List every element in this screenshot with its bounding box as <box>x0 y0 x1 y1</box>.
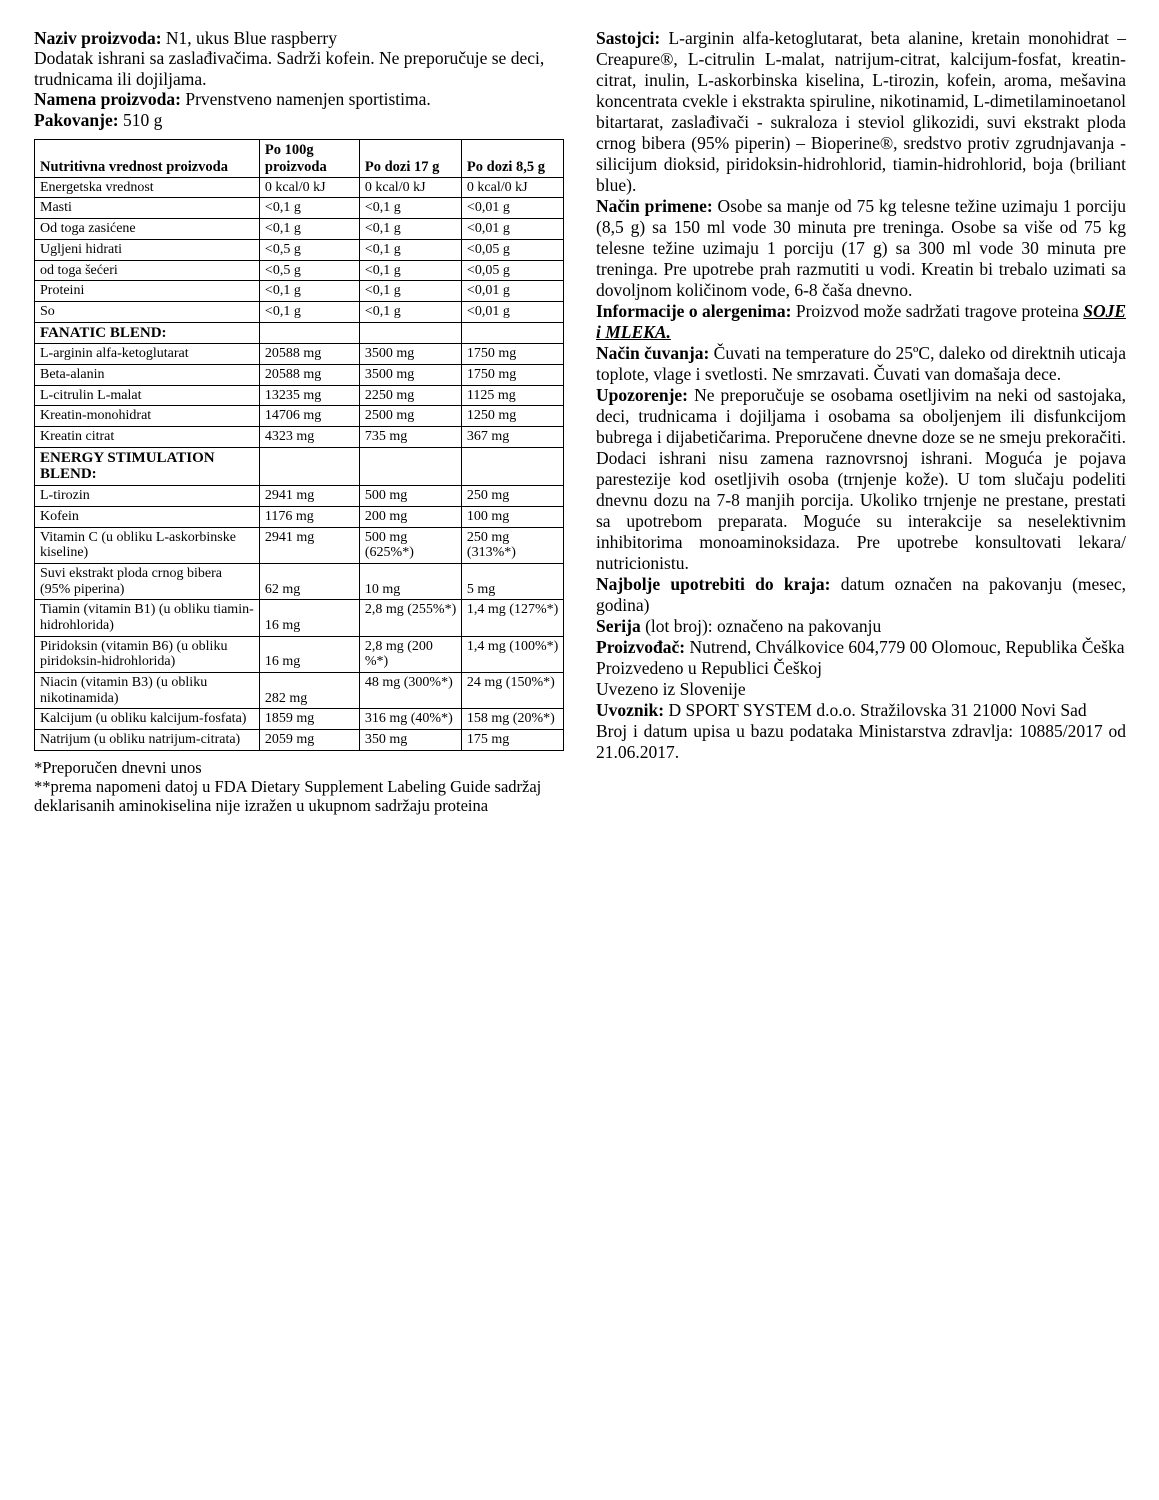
cell-per-85g: 1125 mg <box>461 385 563 406</box>
cell-per-17g: 500 mg <box>359 486 461 507</box>
product-name-line <box>34 28 564 48</box>
cell-per-100g: 2941 mg <box>259 486 359 507</box>
cell-per-17g: 10 mg <box>359 563 461 599</box>
cell-per-100g: <0,1 g <box>259 219 359 240</box>
best-before-paragraph <box>596 574 1126 616</box>
two-column-layout <box>34 28 1125 816</box>
cell-nutrient: Kreatin citrat <box>35 427 260 448</box>
cell-per-85g: 5 mg <box>461 563 563 599</box>
cell-per-85g: 367 mg <box>461 427 563 448</box>
product-purpose-line <box>34 89 564 109</box>
cell-per-85g: 175 mg <box>461 730 563 751</box>
cell-empty <box>359 322 461 344</box>
table-header-row <box>35 140 564 177</box>
cell-per-100g: 282 mg <box>259 672 359 708</box>
batch-text: označeno na pakovanju <box>717 616 882 636</box>
cell-nutrient: L-citrulin L-malat <box>35 385 260 406</box>
cell-per-85g: <0,01 g <box>461 301 563 322</box>
cell-per-85g: 250 mg (313%*) <box>461 527 563 563</box>
cell-per-17g: 3500 mg <box>359 344 461 365</box>
cell-nutrient: od toga šećeri <box>35 260 260 281</box>
cell-nutrient: Beta-alanin <box>35 364 260 385</box>
table-row <box>35 709 564 730</box>
table-row <box>35 344 564 365</box>
cell-per-17g: 2250 mg <box>359 385 461 406</box>
cell-per-17g: 350 mg <box>359 730 461 751</box>
cell-per-85g: 158 mg (20%*) <box>461 709 563 730</box>
cell-per-85g: <0,05 g <box>461 239 563 260</box>
product-name-label: Naziv proizvoda: <box>34 28 162 48</box>
cell-nutrient: Vitamin C (u obliku L-askorbinske kiseline) <box>35 527 260 563</box>
table-row <box>35 260 564 281</box>
ingredients-paragraph <box>596 28 1126 196</box>
cell-per-100g: 13235 mg <box>259 385 359 406</box>
manufacturer-paragraph <box>596 637 1126 658</box>
cell-per-85g: <0,05 g <box>461 260 563 281</box>
table-row <box>35 563 564 599</box>
table-row <box>35 198 564 219</box>
left-column <box>34 28 564 816</box>
warning-paragraph <box>596 385 1126 574</box>
cell-per-100g: 16 mg <box>259 600 359 636</box>
cell-empty <box>359 447 461 486</box>
col-header-per-85g: Po dozi 8,5 g <box>461 140 563 177</box>
cell-per-100g: 2941 mg <box>259 527 359 563</box>
section-header-row <box>35 322 564 344</box>
cell-per-17g: 735 mg <box>359 427 461 448</box>
table-row <box>35 730 564 751</box>
cell-empty <box>461 447 563 486</box>
table-row <box>35 385 564 406</box>
batch-middle: (lot broj): <box>640 616 718 636</box>
warning-label: Upozorenje: <box>596 385 689 405</box>
product-name-value: N1, ukus Blue raspberry <box>161 28 337 48</box>
cell-per-100g: 1176 mg <box>259 506 359 527</box>
allergen-label: Informacije o alergenima: <box>596 301 792 321</box>
manufacturer-text: Nutrend, Chválkovice 604,779 00 Olomouc, Republika Češka <box>685 637 1125 657</box>
cell-per-17g: <0,1 g <box>359 260 461 281</box>
cell-per-85g: 0 kcal/0 kJ <box>461 177 563 198</box>
col-header-per-100g: Po 100g proizvoda <box>259 140 359 177</box>
batch-paragraph <box>596 616 1126 637</box>
table-row <box>35 219 564 240</box>
section-title-fanatic-blend: FANATIC BLEND: <box>35 322 260 344</box>
cell-nutrient: Kalcijum (u obliku kalcijum-fosfata) <box>35 709 260 730</box>
footnote-rdi: *Preporučen dnevni unos <box>34 757 202 777</box>
table-row <box>35 486 564 507</box>
nutrition-table <box>34 139 564 750</box>
product-package-line <box>34 110 564 130</box>
storage-text: Čuvati na temperature do 25ºC, daleko od direktnih uticaja toplote, vlage i svetlosti. Ne smrzavati. Čuvati van domašaja dece. <box>596 343 1126 384</box>
cell-nutrient: Kofein <box>35 506 260 527</box>
table-row <box>35 239 564 260</box>
cell-per-100g: <0,1 g <box>259 301 359 322</box>
table-row <box>35 281 564 302</box>
table-row <box>35 177 564 198</box>
cell-per-17g: 500 mg (625%*) <box>359 527 461 563</box>
registry-paragraph: Broj i datum upisa u bazu podataka Ministarstva zdravlja: 10885/2017 od 21.06.2017. <box>596 721 1126 762</box>
cell-per-100g: 4323 mg <box>259 427 359 448</box>
product-intro-block <box>34 28 564 130</box>
cell-per-85g: 1750 mg <box>461 344 563 365</box>
right-column <box>596 28 1126 763</box>
section-header-row <box>35 447 564 486</box>
cell-per-100g: <0,5 g <box>259 239 359 260</box>
cell-nutrient: Suvi ekstrakt ploda crnog bibera (95% piperina) <box>35 563 260 599</box>
allergen-emphasis: SOJE i MLEKA. <box>596 301 1127 342</box>
cell-per-17g: <0,1 g <box>359 198 461 219</box>
cell-nutrient: Piridoksin (vitamin B6) (u obliku piridoksin-hidrohlorida) <box>35 636 260 672</box>
product-description-line: Dodatak ishrani sa zaslađivačima. Sadrži kofein. Ne preporučuje se deci, trudnicama ili dojiljama. <box>34 48 545 89</box>
table-row <box>35 506 564 527</box>
cell-nutrient: Kreatin-monohidrat <box>35 406 260 427</box>
cell-per-17g: <0,1 g <box>359 219 461 240</box>
manufacturer-label: Proizvođač: <box>596 637 686 657</box>
table-row <box>35 427 564 448</box>
cell-per-100g: 62 mg <box>259 563 359 599</box>
cell-per-85g: 1,4 mg (100%*) <box>461 636 563 672</box>
product-package-label: Pakovanje: <box>34 109 119 130</box>
importer-text: D SPORT SYSTEM d.o.o. Stražilovska 31 21000 Novi Sad <box>664 700 1087 720</box>
cell-empty <box>259 447 359 486</box>
cell-per-85g: 250 mg <box>461 486 563 507</box>
table-row <box>35 301 564 322</box>
cell-nutrient: Od toga zasićene <box>35 219 260 240</box>
best-before-text: datum označen na pakovanju (mesec, godina) <box>596 574 1126 615</box>
cell-nutrient: Tiamin (vitamin B1) (u obliku tiamin-hidrohlorida) <box>35 600 260 636</box>
cell-per-17g: 0 kcal/0 kJ <box>359 177 461 198</box>
cell-per-17g: 2500 mg <box>359 406 461 427</box>
table-row <box>35 406 564 427</box>
cell-nutrient: L-arginin alfa-ketoglutarat <box>35 344 260 365</box>
table-row <box>35 600 564 636</box>
cell-per-85g: 100 mg <box>461 506 563 527</box>
cell-per-17g: 3500 mg <box>359 364 461 385</box>
usage-label: Način primene: <box>596 196 713 216</box>
importer-paragraph <box>596 700 1126 721</box>
cell-per-100g: 1859 mg <box>259 709 359 730</box>
cell-per-17g: <0,1 g <box>359 239 461 260</box>
importer-label: Uvoznik: <box>596 700 665 720</box>
cell-per-85g: 24 mg (150%*) <box>461 672 563 708</box>
col-header-per-17g: Po dozi 17 g <box>359 140 461 177</box>
cell-nutrient: Natrijum (u obliku natrijum-citrata) <box>35 730 260 751</box>
cell-per-85g: 1,4 mg (127%*) <box>461 600 563 636</box>
cell-empty <box>259 322 359 344</box>
storage-label: Način čuvanja: <box>596 343 710 363</box>
cell-nutrient: So <box>35 301 260 322</box>
cell-per-100g: 20588 mg <box>259 344 359 365</box>
ingredients-text: L-arginin alfa-ketoglutarat, beta alanine, kretain monohidrat – Creapure®, L-citrulin L-malat, natrijum-citrat, kalcijum-fosfat, kreatin-citrat, inulin, L-askorbinska kiselina, L-tirozin, kofein, aroma, mešavina koncentrata cvekle i ekstrakta spiruline, nikotinamid, L-dimetilaminoetanol bitartarat, zaslađivači - sukraloza i steviol glikozidi, suvi ekstrakt ploda crnog bibera (95% piperin) – Bioperine®, sredstvo protiv zgrudnjavanja - silicijum dioksid, piridoksin-hidrohlorid, tiamin-hidrohlorid, boja (briliant blue). <box>596 28 1126 195</box>
storage-paragraph <box>596 343 1126 385</box>
cell-per-85g: 1250 mg <box>461 406 563 427</box>
cell-per-85g: <0,01 g <box>461 219 563 240</box>
cell-per-100g: 0 kcal/0 kJ <box>259 177 359 198</box>
cell-per-100g: <0,1 g <box>259 198 359 219</box>
product-purpose-value: Prvenstveno namenjen sportistima. <box>180 89 431 110</box>
footnote-fda: **prema napomeni datoj u FDA Dietary Supplement Labeling Guide sadržaj deklarisanih aminokiselina nije izražen u ukupnom sadržaju proteina <box>34 776 542 815</box>
cell-per-17g: 316 mg (40%*) <box>359 709 461 730</box>
cell-nutrient: Proteini <box>35 281 260 302</box>
cell-per-85g: <0,01 g <box>461 281 563 302</box>
cell-per-100g: 20588 mg <box>259 364 359 385</box>
cell-per-17g: 48 mg (300%*) <box>359 672 461 708</box>
imported-from-line: Uvezeno iz Slovenije <box>596 679 746 699</box>
cell-nutrient: L-tirozin <box>35 486 260 507</box>
warning-text: Ne preporučuje se osobama osetljivim na neki od sastojaka, deci, trudnicama i dojiljama i osobama sa oboljenjem ili disfunkcijom bubrega i dijabetičarima. Preporučene dnevne doze se ne smeju prekoračiti. Dodaci ishrani nisu zamena raznovrsnoj ishrani. Moguća je pojava parestezije kod osetljivih osoba (trnjenje kože). U tom slučaju podeliti dnevnu dozu na 7-8 manjih porcija. Ukoliko trnjenje ne prestane, prestati sa upotrebom preparata. Moguće su interakcije sa neselektivnim inhibitorima monoaminoksidaza. Pre upotrebe konsultovati lekara/ nutricionistu. <box>596 385 1126 573</box>
cell-nutrient: Niacin (vitamin B3) (u obliku nikotinamida) <box>35 672 260 708</box>
cell-per-17g: <0,1 g <box>359 281 461 302</box>
cell-per-17g: 2,8 mg (200 %*) <box>359 636 461 672</box>
cell-per-17g: <0,1 g <box>359 301 461 322</box>
cell-nutrient: Masti <box>35 198 260 219</box>
ingredients-label: Sastojci: <box>596 28 661 48</box>
cell-nutrient: Energetska vrednost <box>35 177 260 198</box>
usage-paragraph <box>596 196 1126 301</box>
table-footnotes <box>34 759 564 816</box>
cell-per-17g: 200 mg <box>359 506 461 527</box>
cell-per-100g: <0,1 g <box>259 281 359 302</box>
cell-per-100g: 2059 mg <box>259 730 359 751</box>
allergen-paragraph <box>596 301 1126 343</box>
product-purpose-label: Namena proizvoda: <box>34 89 181 110</box>
allergen-text: Proizvod može sadržati tragove proteina <box>791 301 1084 321</box>
cell-per-85g: 1750 mg <box>461 364 563 385</box>
cell-per-100g: <0,5 g <box>259 260 359 281</box>
table-row <box>35 636 564 672</box>
table-row <box>35 527 564 563</box>
produced-in-line: Proizvedeno u Republici Češkoj <box>596 658 823 678</box>
cell-per-17g: 2,8 mg (255%*) <box>359 600 461 636</box>
cell-per-100g: 16 mg <box>259 636 359 672</box>
batch-label: Serija <box>596 616 641 636</box>
usage-text: Osobe sa manje od 75 kg telesne težine uzimaju 1 porciju (8,5 g) sa 150 ml vode 30 minuta pre treninga. Osobe sa više od 75 kg telesne težine uzimaju 1 porciju (17 g) sa 300 ml vode 30 minuta pre treninga. Pre upotrebe prah razmutiti u vodi. Kreatin bi trebalo uzimati sa dovoljnom količinom vode, 6-8 čaša dnevno. <box>596 196 1126 300</box>
cell-per-85g: <0,01 g <box>461 198 563 219</box>
col-header-nutrient: Nutritivna vrednost proizvoda <box>35 140 260 177</box>
table-row <box>35 672 564 708</box>
product-package-value: 510 g <box>118 109 163 130</box>
cell-per-100g: 14706 mg <box>259 406 359 427</box>
table-row <box>35 364 564 385</box>
cell-nutrient: Ugljeni hidrati <box>35 239 260 260</box>
section-title-energy-stimulation-blend: ENERGY STIMULATION BLEND: <box>35 447 260 486</box>
cell-empty <box>461 322 563 344</box>
best-before-label: Najbolje upotrebiti do kraja: <box>596 574 831 594</box>
